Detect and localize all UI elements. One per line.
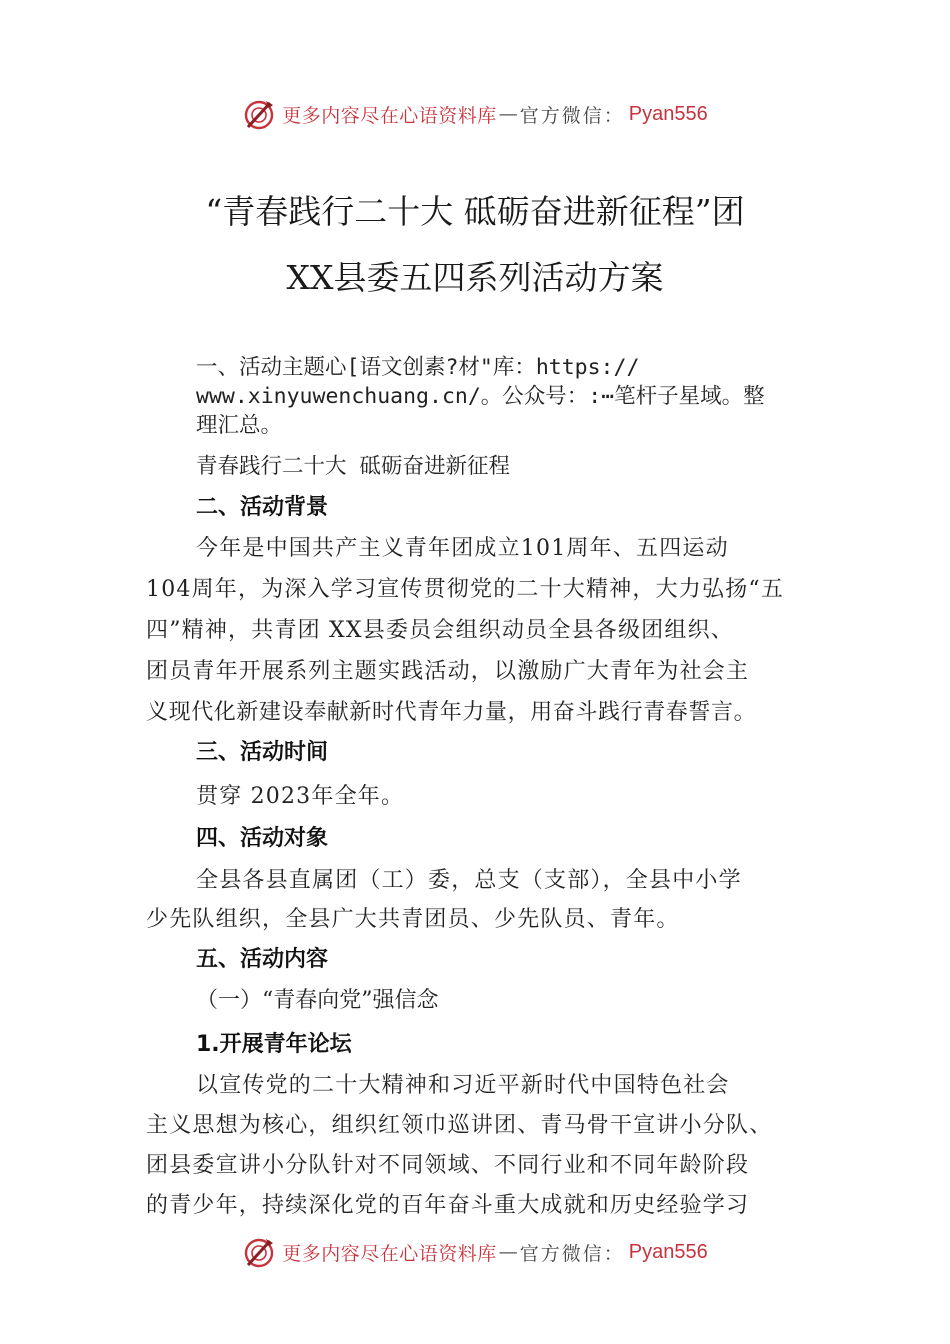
section-1-heading: 一、活动主题心[语文创素?材"库：https://: [196, 355, 640, 380]
section-1-line-2: www.xinyuwenchuang.cn/。公众号：:⋯笔杆子星域。整: [196, 384, 765, 409]
watermark-wechat-id: Pyan556: [628, 102, 708, 125]
background-paragraph-line-2: 104周年，为深入学习宣传贯彻党的二十大精神，大力弘扬“五: [146, 577, 785, 602]
section-3-heading: 三、活动时间: [196, 740, 329, 765]
background-paragraph-line-1: 今年是中国共产主义青年团成立101周年、五四运动: [196, 536, 729, 561]
content-line-3: 团县委宣讲小分队针对不同领域、不同行业和不同年龄阶段: [146, 1153, 750, 1178]
target-line-2: 少先队组织，全县广大共青团员、少先队员、青年。: [146, 907, 680, 932]
watermark-wechat-label: 官方微信：: [519, 104, 625, 127]
document-title-line2: XX县委五四系列活动方案: [286, 258, 664, 297]
document-title-line1: “青春践行二十大 砥砺奋进新征程”团: [205, 192, 745, 231]
content-line-2: 主义思想为核心，组织红领巾巡讲团、青马骨干宣讲小分队、: [146, 1113, 773, 1138]
section-4-heading: 四、活动对象: [196, 826, 329, 851]
section-2-heading: 二、活动背景: [196, 495, 329, 520]
item-1-heading: 1.开展青年论坛: [196, 1032, 352, 1057]
watermark-text: 更多内容尽在心语资料库: [282, 104, 497, 127]
watermark-separator: —: [498, 103, 518, 125]
target-line-1: 全县各县直属团（工）委，总支（支部），全县中小学: [196, 868, 742, 893]
background-paragraph-line-3: 四”精神，共青团 XX县委员会组织动员全县各级团组织、: [146, 618, 734, 643]
activity-time: 贯穿 2023年全年。: [196, 784, 405, 809]
section-1-line-3: 理汇总。: [196, 413, 283, 438]
content-line-1: 以宣传党的二十大精神和习近平新时代中国特色社会: [196, 1073, 730, 1098]
background-paragraph-line-4: 团员青年开展系列主题实践活动，以激励广大青年为社会主: [146, 659, 750, 684]
watermark-text: 更多内容尽在心语资料库: [282, 1242, 497, 1265]
activity-theme: 青春践行二十大 砥砺奋进新征程: [196, 454, 510, 479]
watermark-separator: —: [498, 1241, 518, 1263]
watermark-wechat-label: 官方微信：: [519, 1242, 625, 1265]
pen-logo-icon: [242, 97, 276, 131]
watermark-wechat-id: Pyan556: [628, 1240, 708, 1263]
watermark-banner-bottom: [0, 1232, 950, 1272]
content-line-4: 的青少年，持续深化党的百年奋斗重大成就和历史经验学习: [146, 1193, 750, 1218]
section-5-heading: 五、活动内容: [196, 947, 329, 972]
subsection-1-heading: （一）“青春向党”强信念: [196, 988, 439, 1013]
background-paragraph-line-5: 义现代化新建设奉献新时代青年力量，用奋斗践行青春誓言。: [146, 700, 757, 725]
pen-logo-icon: [242, 1235, 276, 1269]
watermark-banner-top: [0, 94, 950, 134]
